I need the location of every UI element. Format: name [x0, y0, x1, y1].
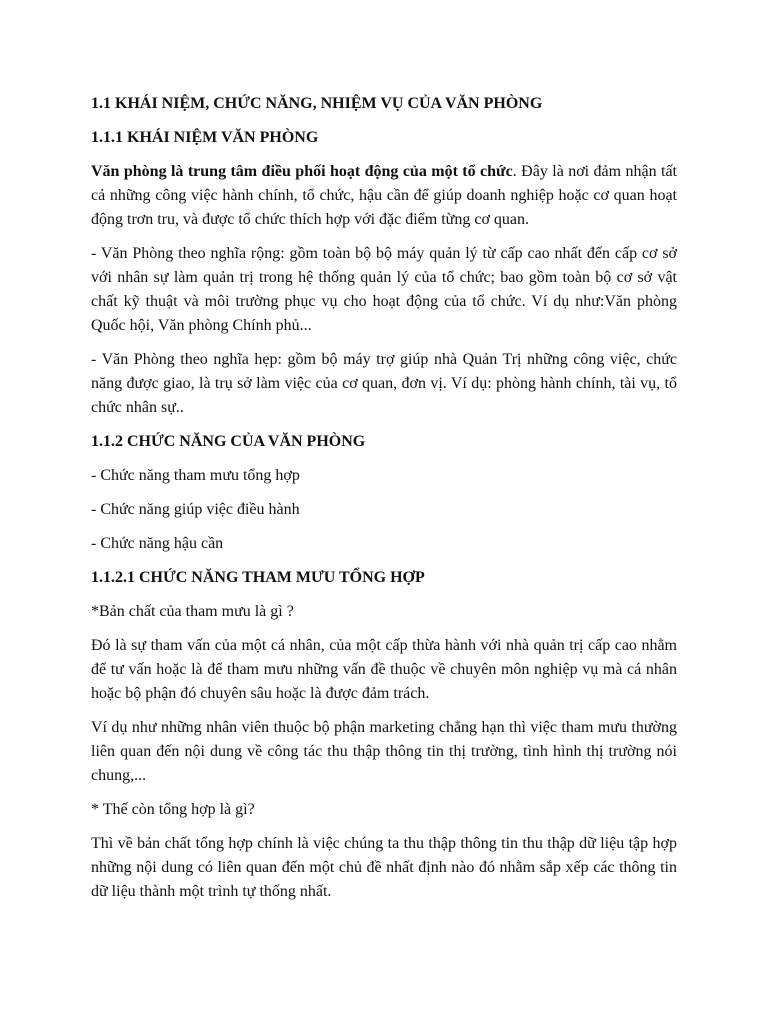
- function-item-2: - Chức năng giúp việc điều hành: [91, 501, 300, 518]
- paragraph-synthesis: Thì về bản chất tổng hợp chính là việc chúng ta thu thập thông tin thu thập dữ liệu tập hợp những nội dung có liên quan đến một chủ đề nhất định nào đó nhằm sắp xếp các thông tin dữ liệu thành một trình tự thống nhất.: [91, 835, 677, 900]
- function-item-3: - Chức năng hậu cần: [91, 535, 224, 552]
- question-synthesis: * Thế còn tổng hợp là gì?: [91, 801, 255, 818]
- paragraph-example: Ví dụ như những nhân viên thuộc bộ phận marketing chẳng hạn thì việc tham mưu thường liên quan đến nội dung về công tác thu thập thông tin thị trường, tình hình thị trường nói chung,...: [91, 719, 677, 784]
- definition-text: . Đây là nơi đảm nhận tất cả những công việc hành chính, tổ chức, hậu cần để giúp doanh nghiệp hoặc cơ quan hoạt động trơn tru, và được tổ chức thích hợp với đặc điểm từng cơ quan.: [91, 163, 678, 228]
- heading-1-1-1: 1.1.1 KHÁI NIỆM VĂN PHÒNG: [91, 129, 319, 146]
- question-advisory: *Bản chất của tham mưu là gì ?: [91, 603, 294, 620]
- heading-1-1: 1.1 KHÁI NIỆM, CHỨC NĂNG, NHIỆM VỤ CỦA VĂN PHÒNG: [91, 95, 543, 112]
- function-item-1: - Chức năng tham mưu tổng hợp: [91, 467, 300, 484]
- paragraph-broad-sense: - Văn Phòng theo nghĩa rộng: gồm toàn bộ bộ máy quản lý từ cấp cao nhất đến cấp cơ sở với nhân sự làm quản trị trong hệ thống quản lý của tổ chức; bao gồm toàn bộ cơ sở vật chất kỹ thuật và môi trường phục vụ cho hoạt động của tổ chức. Ví dụ như:Văn phòng Quốc hội, Văn phòng Chính phủ...: [91, 245, 677, 334]
- heading-1-1-2-1: 1.1.2.1 CHỨC NĂNG THAM MƯU TỔNG HỢP: [91, 569, 425, 586]
- paragraph-advisory: Đó là sự tham vấn của một cá nhân, của một cấp thừa hành với nhà quản trị cấp cao nhằm để tư vấn hoặc là để tham mưu những vấn đề thuộc về chuyên môn nghiệp vụ mà cá nhân hoặc bộ phận đó chuyên sâu hoặc là được đảm trách.: [91, 637, 677, 702]
- paragraph-definition: [91, 160, 677, 232]
- heading-1-1-2: 1.1.2 CHỨC NĂNG CỦA VĂN PHÒNG: [91, 433, 366, 450]
- definition-bold-text: Văn phòng là trung tâm điều phối hoạt động của một tổ chức: [91, 163, 513, 180]
- document-page: [91, 92, 677, 914]
- paragraph-narrow-sense: - Văn Phòng theo nghĩa hẹp: gồm bộ máy trợ giúp nhà Quản Trị những công việc, chức năng được giao, là trụ sở làm việc của cơ quan, đơn vị. Ví dụ: phòng hành chính, tài vụ, tổ chức nhân sự..: [91, 351, 677, 416]
